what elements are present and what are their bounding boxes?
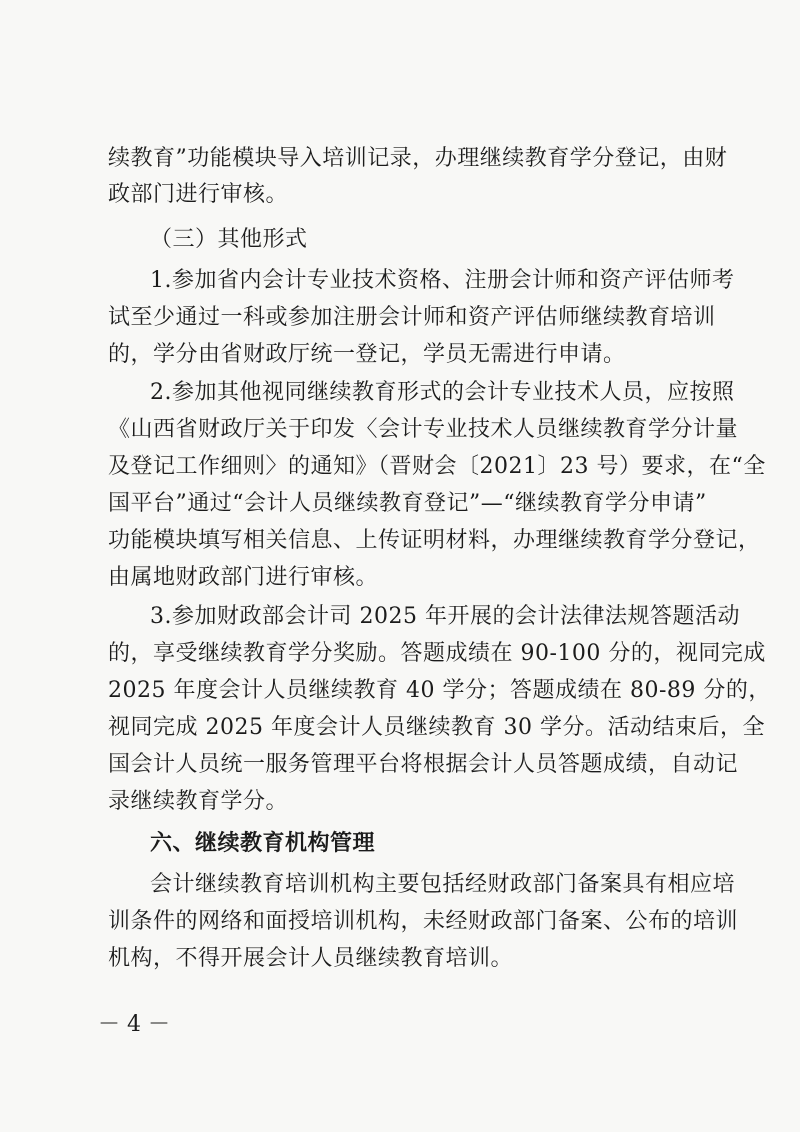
paragraph-line: 的，享受继续教育学分奖励。答题成绩在 90-100 分的，视同完成 [108,641,766,666]
paragraph-line: 及登记工作细则〉的通知》（晋财会〔2021〕23 号）要求，在“全 [108,454,766,479]
paragraph-line: 的，学分由省财政厅统一登记，学员无需进行申请。 [108,342,626,367]
paragraph-line: 由属地财政部门进行审核。 [108,565,379,590]
paragraph-line: 功能模块填写相关信息、上传证明材料，办理继续教育学分登记， [108,528,761,553]
section-subheading: （三）其他形式 [150,227,308,252]
paragraph-line: 2.参加其他视同继续教育形式的会计专业技术人员，应按照 [150,380,735,405]
paragraph-line: 试至少通过一科或参加注册会计师和资产评估师继续教育培训 [108,305,716,330]
section-heading: 六、继续教育机构管理 [150,831,376,856]
paragraph-line: 机构，不得开展会计人员继续教育培训。 [108,946,514,971]
paragraph-line: 国会计人员统一服务管理平台将根据会计人员答题成绩，自动记 [108,752,739,777]
paragraph-line: 续教育”功能模块导入培训记录，办理继续教育学分登记，由财 [108,146,728,171]
paragraph-line: 《山西省财政厅关于印发〈会计专业技术人员继续教育学分计量 [108,417,739,442]
paragraph-line: 训条件的网络和面授培训机构，未经财政部门备案、公布的培训 [108,909,739,934]
page-number: － 4 － [98,1012,170,1037]
paragraph-line: 1.参加省内会计专业技术资格、注册会计师和资产评估师考 [150,268,735,293]
paragraph-line: 视同完成 2025 年度会计人员继续教育 30 学分。活动结束后，全 [108,715,765,740]
paragraph-line: 政部门进行审核。 [108,182,289,207]
paragraph-line: 3.参加财政部会计司 2025 年开展的会计法律法规答题活动 [150,604,740,629]
paragraph-line: 2025 年度会计人员继续教育 40 学分；答题成绩在 80-89 分的， [108,678,771,703]
paragraph-line: 会计继续教育培训机构主要包括经财政部门备案具有相应培 [150,872,736,897]
paragraph-line: 国平台”通过“会计人员继续教育登记”—“继续教育学分申请” [108,491,707,516]
paragraph-line: 录继续教育学分。 [108,789,289,814]
